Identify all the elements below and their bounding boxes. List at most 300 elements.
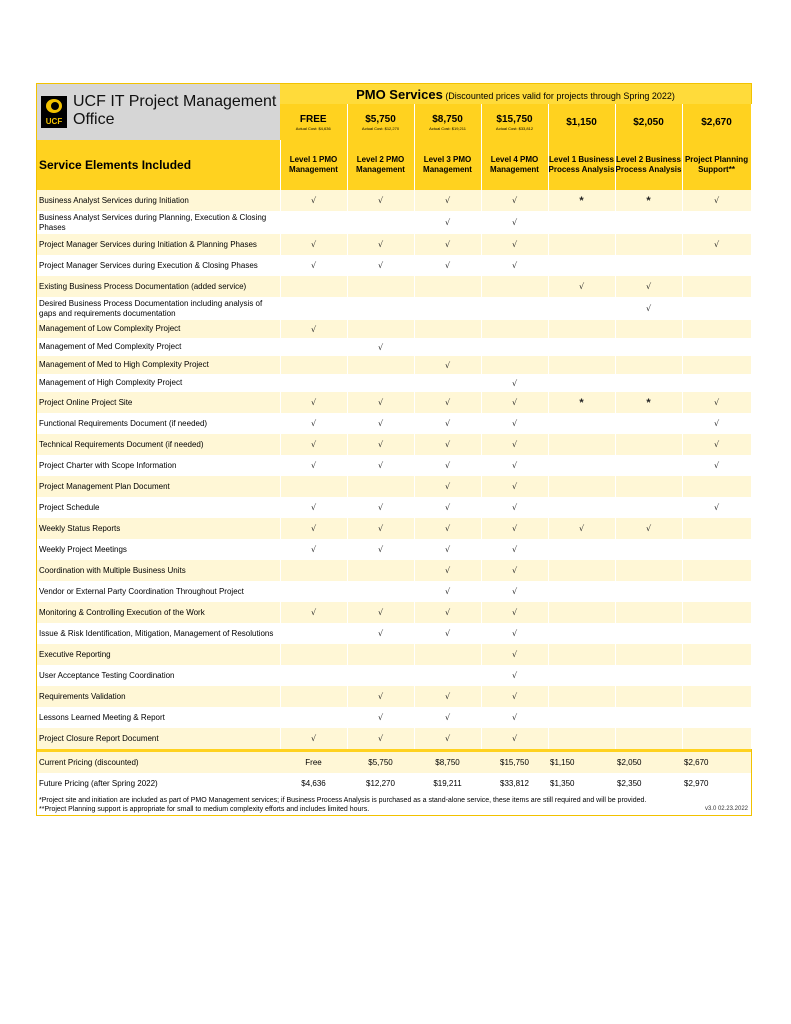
- empty-cell: [347, 665, 414, 686]
- tier-price: $1,150: [566, 116, 597, 128]
- empty-cell: [280, 581, 347, 602]
- service-row: [37, 560, 751, 581]
- empty-cell: [615, 455, 682, 476]
- empty-cell: [548, 665, 615, 686]
- check-mark: √: [414, 518, 481, 539]
- tier-price: $15,750: [496, 113, 533, 125]
- empty-cell: [548, 455, 615, 476]
- pricing-value: Free: [280, 752, 347, 773]
- service-row: [37, 320, 751, 338]
- pricing-label: Current Pricing (discounted): [37, 752, 280, 773]
- tier-name: Level 2 PMO Management: [347, 140, 414, 190]
- empty-cell: [481, 320, 548, 338]
- tier-price-cell: [347, 104, 414, 140]
- check-mark: √: [347, 686, 414, 707]
- empty-cell: [682, 686, 751, 707]
- empty-cell: [615, 497, 682, 518]
- empty-cell: [615, 581, 682, 602]
- check-mark: √: [414, 234, 481, 255]
- footnote-2: **Project Planning support is appropriate for small to medium complexity efforts and includes limited hours.: [39, 806, 370, 813]
- tier-actual-cost: Actual Cost: $33,812: [495, 125, 534, 131]
- check-mark: √: [481, 234, 548, 255]
- pricing-value: $2,350: [615, 773, 682, 794]
- check-mark: √: [682, 413, 751, 434]
- empty-cell: [280, 707, 347, 728]
- empty-cell: [682, 581, 751, 602]
- service-name: Project Closure Report Document: [37, 728, 280, 749]
- empty-cell: [548, 255, 615, 276]
- empty-cell: [615, 356, 682, 374]
- check-mark: √: [481, 518, 548, 539]
- empty-cell: [414, 297, 481, 320]
- office-header: [37, 84, 280, 140]
- service-name: Project Manager Services during Execution & Closing Phases: [37, 255, 280, 276]
- empty-cell: [615, 338, 682, 356]
- empty-cell: [481, 276, 548, 297]
- check-mark: √: [414, 728, 481, 749]
- service-name: Functional Requirements Document (if needed): [37, 413, 280, 434]
- empty-cell: [548, 374, 615, 392]
- empty-cell: [615, 686, 682, 707]
- check-mark: √: [682, 497, 751, 518]
- check-mark: √: [347, 255, 414, 276]
- check-mark: √: [481, 455, 548, 476]
- empty-cell: [414, 276, 481, 297]
- check-mark: √: [615, 276, 682, 297]
- empty-cell: [682, 602, 751, 623]
- tier-actual-cost: Actual Cost: $12,270: [361, 125, 400, 131]
- empty-cell: [682, 560, 751, 581]
- column-header-row: [37, 140, 751, 190]
- service-row: [37, 297, 751, 320]
- empty-cell: [414, 644, 481, 665]
- check-mark: √: [481, 497, 548, 518]
- logo-text: UCF: [45, 117, 63, 126]
- empty-cell: [615, 320, 682, 338]
- check-mark: √: [347, 455, 414, 476]
- service-row: [37, 581, 751, 602]
- empty-cell: [414, 338, 481, 356]
- empty-cell: [280, 338, 347, 356]
- check-mark: √: [682, 434, 751, 455]
- empty-cell: [615, 665, 682, 686]
- pricing-value: $12,270: [347, 773, 414, 794]
- tier-price: $2,670: [701, 116, 732, 128]
- check-mark: √: [414, 623, 481, 644]
- pmo-services-sheet: [36, 83, 752, 816]
- service-row: [37, 455, 751, 476]
- empty-cell: [615, 560, 682, 581]
- empty-cell: [682, 276, 751, 297]
- empty-cell: [347, 476, 414, 497]
- empty-cell: [280, 644, 347, 665]
- empty-cell: [682, 476, 751, 497]
- pricing-value: $19,211: [414, 773, 481, 794]
- tier-name: Level 1 Business Process Analysis: [548, 140, 615, 190]
- service-name: Business Analyst Services during Initiation: [37, 190, 280, 211]
- check-mark: √: [347, 434, 414, 455]
- empty-cell: [682, 623, 751, 644]
- empty-cell: [548, 234, 615, 255]
- tier-price-cell: [280, 104, 347, 140]
- empty-cell: [280, 211, 347, 234]
- tier-price-cell: [414, 104, 481, 140]
- check-mark: √: [347, 413, 414, 434]
- check-mark: √: [347, 190, 414, 211]
- empty-cell: [280, 686, 347, 707]
- check-mark: √: [347, 392, 414, 413]
- empty-cell: [347, 581, 414, 602]
- service-name: Requirements Validation: [37, 686, 280, 707]
- footnotes: [37, 794, 751, 815]
- check-mark: √: [280, 728, 347, 749]
- empty-cell: [548, 356, 615, 374]
- empty-cell: [347, 297, 414, 320]
- check-mark: √: [481, 707, 548, 728]
- service-row: [37, 374, 751, 392]
- check-mark: √: [481, 686, 548, 707]
- tier-price-cell: [682, 104, 751, 140]
- check-mark: √: [682, 455, 751, 476]
- empty-cell: [347, 276, 414, 297]
- pricing-label: Future Pricing (after Spring 2022): [37, 773, 280, 794]
- check-mark: √: [280, 497, 347, 518]
- check-mark: √: [280, 392, 347, 413]
- empty-cell: [280, 276, 347, 297]
- empty-cell: [280, 665, 347, 686]
- empty-cell: [682, 320, 751, 338]
- service-name: User Acceptance Testing Coordination: [37, 665, 280, 686]
- check-mark: √: [414, 255, 481, 276]
- check-mark: √: [615, 297, 682, 320]
- service-row: [37, 539, 751, 560]
- empty-cell: [548, 320, 615, 338]
- service-row: [37, 234, 751, 255]
- check-mark: √: [347, 602, 414, 623]
- footnote-1: *Project site and initiation are included as part of PMO Management services; if Business Process Analysis is purchased as a stand-alone service, these items are still required and will be provided.: [39, 797, 647, 804]
- check-mark: √: [414, 581, 481, 602]
- empty-cell: [548, 560, 615, 581]
- ucf-logo: [41, 96, 67, 128]
- service-name: Lessons Learned Meeting & Report: [37, 707, 280, 728]
- empty-cell: [548, 623, 615, 644]
- pricing-value: $15,750: [481, 752, 548, 773]
- service-name: Management of Low Complexity Project: [37, 320, 280, 338]
- tier-price: FREE: [299, 113, 327, 125]
- check-mark: √: [414, 413, 481, 434]
- service-name: Management of High Complexity Project: [37, 374, 280, 392]
- check-mark: √: [280, 518, 347, 539]
- star-mark: *: [548, 392, 615, 413]
- empty-cell: [481, 338, 548, 356]
- service-name: Weekly Project Meetings: [37, 539, 280, 560]
- empty-cell: [682, 665, 751, 686]
- empty-cell: [548, 497, 615, 518]
- check-mark: √: [414, 434, 481, 455]
- office-title: UCF IT Project Management Office: [73, 93, 277, 128]
- service-row: [37, 602, 751, 623]
- empty-cell: [615, 211, 682, 234]
- check-mark: √: [414, 497, 481, 518]
- check-mark: √: [280, 255, 347, 276]
- service-name: Desired Business Process Documentation including analysis of gaps and requirements documentation: [37, 297, 280, 320]
- empty-cell: [280, 374, 347, 392]
- service-row: [37, 518, 751, 539]
- empty-cell: [548, 686, 615, 707]
- service-name: Project Charter with Scope Information: [37, 455, 280, 476]
- service-name: Management of Med Complexity Project: [37, 338, 280, 356]
- empty-cell: [615, 602, 682, 623]
- service-row: [37, 338, 751, 356]
- pricing-row: [37, 752, 751, 773]
- service-row: [37, 665, 751, 686]
- service-name: Coordination with Multiple Business Units: [37, 560, 280, 581]
- check-mark: √: [347, 497, 414, 518]
- empty-cell: [682, 707, 751, 728]
- empty-cell: [548, 211, 615, 234]
- empty-cell: [682, 297, 751, 320]
- check-mark: √: [548, 518, 615, 539]
- check-mark: √: [280, 602, 347, 623]
- pricing-value: $2,970: [682, 773, 751, 794]
- service-row: [37, 190, 751, 211]
- empty-cell: [280, 560, 347, 581]
- empty-cell: [615, 539, 682, 560]
- empty-cell: [615, 476, 682, 497]
- empty-cell: [347, 320, 414, 338]
- service-name: Project Online Project Site: [37, 392, 280, 413]
- check-mark: √: [414, 686, 481, 707]
- empty-cell: [682, 374, 751, 392]
- empty-cell: [682, 356, 751, 374]
- empty-cell: [280, 297, 347, 320]
- empty-cell: [682, 211, 751, 234]
- service-row: [37, 392, 751, 413]
- pricing-row: [37, 773, 751, 794]
- service-row: [37, 623, 751, 644]
- tier-price: $5,750: [365, 113, 396, 125]
- pegasus-icon: [46, 99, 62, 113]
- service-name: Management of Med to High Complexity Project: [37, 356, 280, 374]
- empty-cell: [548, 539, 615, 560]
- empty-cell: [347, 644, 414, 665]
- tier-name: Level 3 PMO Management: [414, 140, 481, 190]
- check-mark: √: [347, 338, 414, 356]
- check-mark: √: [481, 644, 548, 665]
- empty-cell: [615, 255, 682, 276]
- check-mark: √: [481, 560, 548, 581]
- check-mark: √: [481, 539, 548, 560]
- check-mark: √: [481, 665, 548, 686]
- service-name: Executive Reporting: [37, 644, 280, 665]
- empty-cell: [682, 539, 751, 560]
- empty-cell: [347, 374, 414, 392]
- pricing-value: $1,350: [548, 773, 615, 794]
- empty-cell: [548, 707, 615, 728]
- tier-name: Level 1 PMO Management: [280, 140, 347, 190]
- check-mark: √: [481, 602, 548, 623]
- service-row: [37, 356, 751, 374]
- tier-price-cell: [481, 104, 548, 140]
- pricing-value: $8,750: [414, 752, 481, 773]
- service-name: Project Manager Services during Initiation & Planning Phases: [37, 234, 280, 255]
- check-mark: √: [414, 707, 481, 728]
- check-mark: √: [280, 413, 347, 434]
- star-mark: *: [548, 190, 615, 211]
- service-name: Business Analyst Services during Planning, Execution & Closing Phases: [37, 211, 280, 234]
- tier-name: Level 4 PMO Management: [481, 140, 548, 190]
- check-mark: √: [481, 728, 548, 749]
- service-row: [37, 255, 751, 276]
- service-name: Monitoring & Controlling Execution of the Work: [37, 602, 280, 623]
- check-mark: √: [481, 211, 548, 234]
- check-mark: √: [481, 434, 548, 455]
- check-mark: √: [280, 190, 347, 211]
- check-mark: √: [280, 539, 347, 560]
- service-name: Project Schedule: [37, 497, 280, 518]
- check-mark: √: [414, 560, 481, 581]
- empty-cell: [615, 707, 682, 728]
- check-mark: √: [615, 518, 682, 539]
- check-mark: √: [347, 623, 414, 644]
- service-name: Existing Business Process Documentation (added service): [37, 276, 280, 297]
- service-name: Weekly Status Reports: [37, 518, 280, 539]
- pricing-value: $2,050: [615, 752, 682, 773]
- empty-cell: [615, 234, 682, 255]
- empty-cell: [548, 297, 615, 320]
- empty-cell: [414, 374, 481, 392]
- empty-cell: [481, 297, 548, 320]
- pricing-value: $1,150: [548, 752, 615, 773]
- check-mark: √: [347, 728, 414, 749]
- empty-cell: [615, 413, 682, 434]
- check-mark: √: [347, 707, 414, 728]
- check-mark: √: [414, 211, 481, 234]
- service-row: [37, 211, 751, 234]
- check-mark: √: [682, 190, 751, 211]
- empty-cell: [280, 476, 347, 497]
- service-row: [37, 413, 751, 434]
- tier-actual-cost: Actual Cost: $19,211: [429, 125, 466, 131]
- empty-cell: [682, 644, 751, 665]
- pmo-services-banner: [280, 84, 751, 104]
- empty-cell: [347, 211, 414, 234]
- tier-price-cell: [615, 104, 682, 140]
- service-name: Vendor or External Party Coordination Throughout Project: [37, 581, 280, 602]
- service-elements-header: Service Elements Included: [37, 140, 280, 190]
- check-mark: √: [280, 434, 347, 455]
- check-mark: √: [481, 190, 548, 211]
- empty-cell: [414, 320, 481, 338]
- tier-name: Level 2 Business Process Analysis: [615, 140, 682, 190]
- check-mark: √: [481, 392, 548, 413]
- empty-cell: [347, 356, 414, 374]
- empty-cell: [548, 581, 615, 602]
- check-mark: √: [481, 581, 548, 602]
- pricing-value: $33,812: [481, 773, 548, 794]
- empty-cell: [682, 255, 751, 276]
- check-mark: √: [548, 276, 615, 297]
- tier-price: $2,050: [633, 116, 664, 128]
- empty-cell: [548, 338, 615, 356]
- version-label: v3.0 02.23.2022: [704, 806, 748, 812]
- pmo-services-table: [37, 84, 752, 794]
- empty-cell: [548, 413, 615, 434]
- check-mark: √: [414, 602, 481, 623]
- empty-cell: [347, 560, 414, 581]
- check-mark: √: [414, 455, 481, 476]
- check-mark: √: [280, 320, 347, 338]
- empty-cell: [548, 728, 615, 749]
- pricing-value: $4,636: [280, 773, 347, 794]
- check-mark: √: [481, 623, 548, 644]
- empty-cell: [682, 728, 751, 749]
- service-name: Technical Requirements Document (if needed): [37, 434, 280, 455]
- check-mark: √: [481, 413, 548, 434]
- check-mark: √: [280, 234, 347, 255]
- empty-cell: [615, 434, 682, 455]
- check-mark: √: [481, 374, 548, 392]
- tier-price: $8,750: [432, 113, 463, 125]
- empty-cell: [682, 338, 751, 356]
- empty-cell: [481, 356, 548, 374]
- check-mark: √: [414, 190, 481, 211]
- pricing-value: $5,750: [347, 752, 414, 773]
- empty-cell: [280, 623, 347, 644]
- empty-cell: [548, 644, 615, 665]
- service-row: [37, 686, 751, 707]
- tier-name: Project Planning Support**: [682, 140, 751, 190]
- service-row: [37, 497, 751, 518]
- tier-actual-cost: Actual Cost: $4,636: [295, 125, 331, 131]
- check-mark: √: [414, 476, 481, 497]
- service-row: [37, 644, 751, 665]
- service-name: Project Management Plan Document: [37, 476, 280, 497]
- star-mark: *: [615, 392, 682, 413]
- service-row: [37, 434, 751, 455]
- empty-cell: [280, 356, 347, 374]
- check-mark: √: [481, 476, 548, 497]
- tier-price-cell: [548, 104, 615, 140]
- empty-cell: [548, 434, 615, 455]
- check-mark: √: [347, 518, 414, 539]
- check-mark: √: [481, 255, 548, 276]
- service-row: [37, 476, 751, 497]
- empty-cell: [682, 518, 751, 539]
- empty-cell: [615, 374, 682, 392]
- empty-cell: [548, 476, 615, 497]
- service-row: [37, 707, 751, 728]
- star-mark: *: [615, 190, 682, 211]
- check-mark: √: [682, 234, 751, 255]
- empty-cell: [548, 602, 615, 623]
- empty-cell: [615, 728, 682, 749]
- service-name: Issue & Risk Identification, Mitigation, Management of Resolutions: [37, 623, 280, 644]
- empty-cell: [414, 665, 481, 686]
- check-mark: √: [682, 392, 751, 413]
- service-row: [37, 276, 751, 297]
- check-mark: √: [347, 234, 414, 255]
- pmo-title: PMO Services: [356, 86, 443, 102]
- empty-cell: [615, 644, 682, 665]
- check-mark: √: [414, 392, 481, 413]
- service-row: [37, 728, 751, 749]
- empty-cell: [615, 623, 682, 644]
- pmo-note: (Discounted prices valid for projects through Spring 2022): [445, 90, 675, 101]
- check-mark: √: [347, 539, 414, 560]
- check-mark: √: [280, 455, 347, 476]
- check-mark: √: [414, 356, 481, 374]
